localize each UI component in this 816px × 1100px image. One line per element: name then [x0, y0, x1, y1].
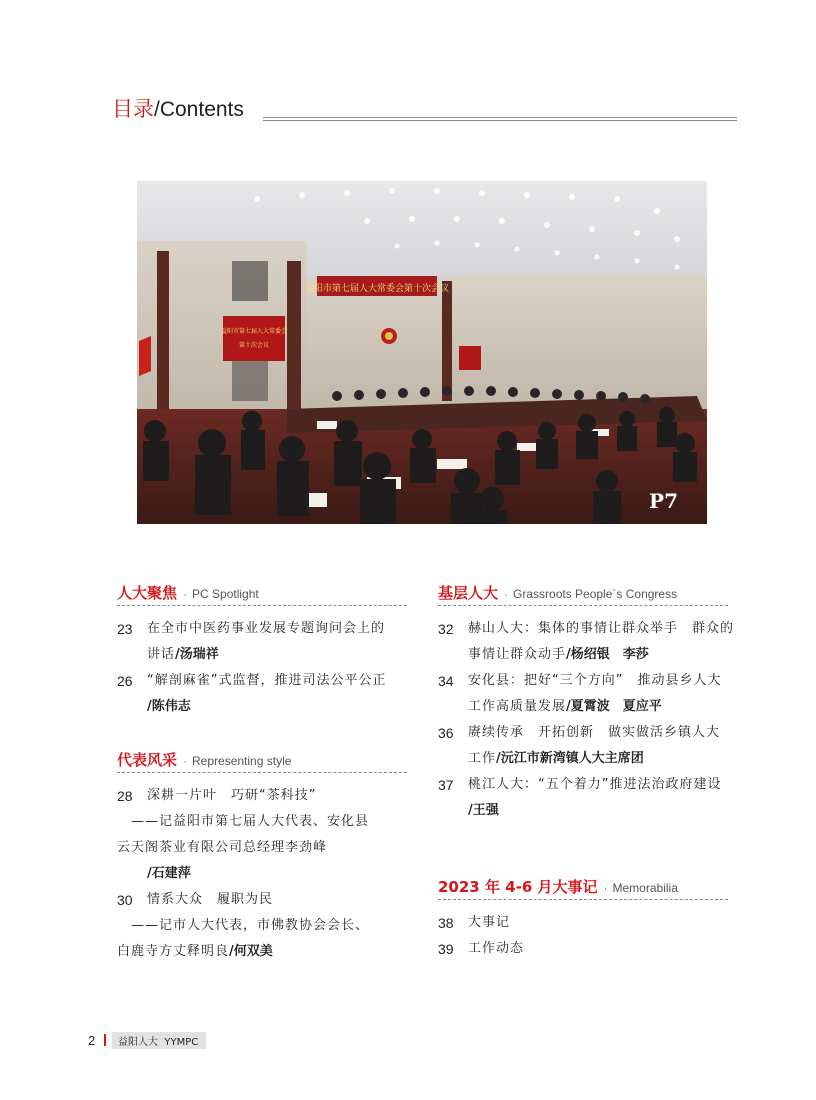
section-title-cn: 基层人大 [438, 584, 499, 602]
section-title-en: · Memorabilia [604, 881, 678, 895]
footer-magazine-name [112, 1032, 206, 1049]
footer-accent-bar [104, 1034, 106, 1046]
entry-title-cont: 事情让群众动手 [468, 647, 567, 662]
toc-entry[interactable] [117, 668, 407, 720]
toc-entry[interactable] [438, 720, 728, 772]
section-header [438, 876, 728, 900]
entry-title: 安化县：把好“三个方向” 推动县乡人大 [468, 673, 722, 688]
entry-title: 深耕一片叶 巧研“茶科技” [147, 788, 317, 803]
meeting-illustration [137, 181, 707, 524]
section-memorabilia [438, 876, 728, 962]
entry-author: /王强 [468, 803, 499, 818]
section-header [438, 582, 728, 606]
section-header [117, 749, 407, 773]
title-en: /Contents [154, 98, 244, 121]
entry-author: /何双美 [229, 944, 273, 959]
section-title-en: · PC Spotlight [183, 587, 259, 601]
section-title-cn: 人大聚焦 [117, 584, 178, 602]
page-title [112, 96, 244, 124]
section-header [117, 582, 407, 606]
entry-title: 赫山人大：集体的事情让群众举手 群众的 [468, 621, 735, 636]
entry-subtitle: ——记市人大代表，市佛教协会会长、 [117, 918, 370, 933]
footer-page-number: 2 [88, 1032, 96, 1048]
page-number: 39 [438, 941, 454, 957]
entry-title: 赓续传承 开拓创新 做实做活乡镇人大 [468, 725, 721, 740]
page-number: 28 [117, 788, 133, 804]
entry-author: /汤瑞祥 [175, 647, 219, 662]
meeting-photo [137, 181, 707, 524]
section-representing [117, 749, 407, 965]
magazine-en: YYMPC [164, 1036, 199, 1048]
entry-author: /沅江市新湾镇人大主席团 [496, 751, 644, 766]
entry-title: “解剖麻雀”式监督，推进司法公平公正 [147, 673, 387, 688]
entry-title-cont: 工作 [468, 751, 497, 766]
page-number: 36 [438, 725, 454, 741]
page-number: 34 [438, 673, 454, 689]
toc-entry[interactable] [438, 772, 728, 824]
entry-author: /陈伟志 [147, 699, 191, 714]
entry-subtitle-cont: 白鹿寺方丈释明良 [117, 944, 230, 959]
toc-entry[interactable] [117, 783, 407, 887]
entry-title: 桃江人大：“五个着力”推进法治政府建设 [468, 777, 722, 792]
toc-entry[interactable] [438, 668, 728, 720]
section-title-en: · Representing style [183, 754, 291, 768]
entry-author: /杨绍银 李莎 [566, 647, 649, 662]
contents-header [112, 96, 244, 126]
section-title-cn: 代表风采 [117, 751, 178, 769]
entry-title-cont: 工作高质量发展 [468, 699, 567, 714]
toc-entry[interactable] [438, 936, 728, 962]
magazine-cn: 益阳人大 [118, 1036, 158, 1048]
section-grassroots [438, 582, 735, 824]
toc-entry[interactable] [117, 887, 407, 965]
entry-author: /夏霄波 夏应平 [566, 699, 662, 714]
page-number: 23 [117, 621, 133, 637]
title-cn: 目录 [112, 98, 154, 121]
screen-text-1: 益阳市第七届人大常委会 [220, 328, 288, 335]
toc-entry[interactable] [117, 616, 407, 668]
entry-subtitle-cont: 云天阁茶业有限公司总经理李劲峰 [117, 840, 328, 855]
entry-title-cont: 讲话 [147, 647, 176, 662]
page-number: 38 [438, 915, 454, 931]
page-number: 32 [438, 621, 454, 637]
toc-entry[interactable] [438, 616, 735, 668]
entry-subtitle: ——记益阳市第七届人大代表、安化县 [117, 814, 370, 829]
page-number: 37 [438, 777, 454, 793]
section-title-en: · Grassroots People´s Congress [504, 587, 677, 601]
banner-text: 益阳市第七届人大常委会第十次会议 [304, 284, 450, 294]
entry-title: 情系大众 履职为民 [147, 892, 274, 907]
toc-entry[interactable] [438, 910, 728, 936]
entry-title: 工作动态 [468, 941, 525, 956]
entry-title: 在全市中医药事业发展专题询问会上的 [147, 621, 386, 636]
section-spotlight [117, 582, 407, 720]
section-title-cn: 2023 年 4-6 月大事记 [438, 878, 598, 896]
screen-text-2: 第十次会议 [238, 342, 270, 349]
header-rule [263, 117, 737, 121]
page-number: 26 [117, 673, 133, 689]
photo-page-label: P7 [649, 489, 678, 513]
page-footer [88, 1033, 206, 1047]
entry-title: 大事记 [468, 915, 511, 930]
page-number: 30 [117, 892, 133, 908]
entry-author: /石建萍 [147, 866, 191, 881]
